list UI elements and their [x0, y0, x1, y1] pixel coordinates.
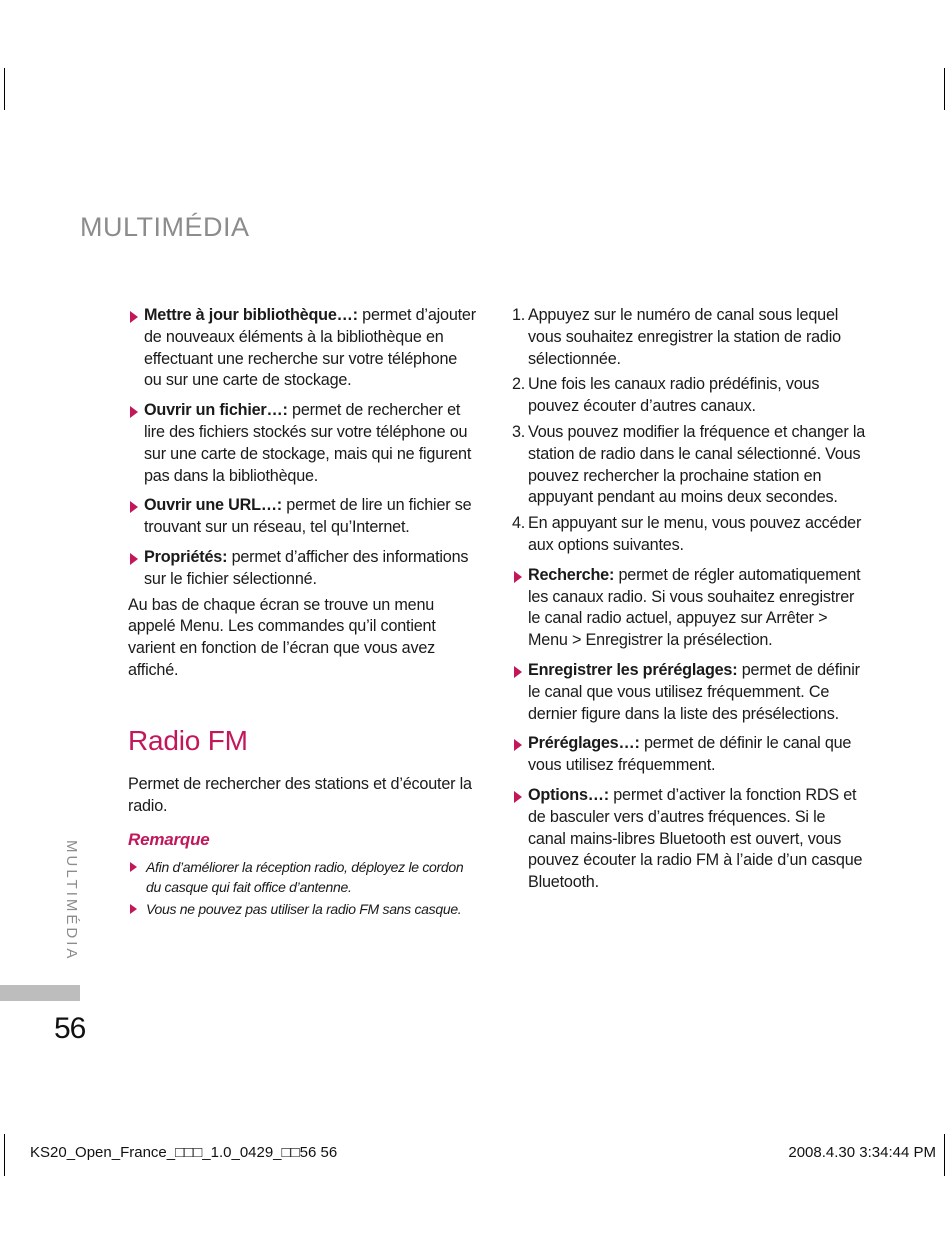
- bullet-save-presets: [512, 660, 867, 725]
- step-number: 1.: [512, 306, 526, 324]
- bullet-term: Enregistrer les préréglages:: [528, 660, 738, 679]
- crop-mark-bottom-right: [944, 1134, 945, 1176]
- bullet-presets: [512, 733, 867, 777]
- bullet-term: Préréglages…:: [528, 734, 640, 753]
- step-text: Appuyez sur le numéro de canal sous lequel vous souhaitez enregistrer la station de radio sélectionnée.: [528, 306, 841, 368]
- triangle-bullet-icon: [514, 739, 522, 751]
- triangle-bullet-icon: [514, 571, 522, 583]
- radio-fm-title: Radio FM: [128, 724, 248, 756]
- bullet-term: Ouvrir une URL…:: [144, 496, 282, 515]
- triangle-bullet-icon: [514, 791, 522, 803]
- bullet-term: Options…:: [528, 785, 609, 804]
- step-number: 3.: [512, 422, 526, 441]
- step-text: Une fois les canaux radio prédéfinis, vous pouvez écouter d’autres canaux.: [528, 375, 820, 416]
- note-text: Afin d’améliorer la réception radio, déployez le cordon du casque qui fait office d’antenne.: [146, 859, 464, 896]
- bullet-term: Recherche:: [528, 565, 615, 584]
- bullet-search: [512, 565, 867, 652]
- bullet-properties: [128, 547, 478, 591]
- page-number: 56: [54, 1012, 86, 1045]
- bullet-text: permet d’activer la fonction RDS et de basculer vers d’autres fréquences. Si le canal mains-libres Bluetooth est ouvert, vous pouvez écouter la radio FM à l’aide d’un casque Bluetooth.: [528, 785, 863, 892]
- bullet-text: permet d’afficher des informations sur le fichier sélectionné.: [144, 547, 469, 588]
- step-text: En appuyant sur le menu, vous pouvez accéder aux options suivantes.: [528, 514, 862, 554]
- triangle-bullet-icon: [130, 862, 137, 872]
- footer-timestamp: 2008.4.30 3:34:44 PM: [788, 1144, 936, 1161]
- triangle-bullet-icon: [130, 501, 138, 513]
- step-text: Vous pouvez modifier la fréquence et changer la station de radio dans le canal sélectionné. Vous pouvez rechercher la prochaine station en appuyant pendant au moins deux secondes.: [528, 422, 866, 507]
- bullet-update-library: [128, 305, 478, 392]
- footer-file-info: KS20_Open_France_□□□_1.0_0429_□□56 56: [30, 1144, 338, 1161]
- bullet-text: permet de définir le canal que vous utilisez fréquemment. Ce dernier figure dans la liste des présélections.: [528, 660, 860, 723]
- page-marker-bar: [0, 985, 80, 1001]
- note-title: Remarque: [128, 830, 210, 850]
- bullet-open-url: [128, 495, 478, 539]
- step-number: 4.: [512, 514, 526, 533]
- menu-paragraph: Au bas de chaque écran se trouve un menu appelé Menu. Les commandes qu’il contient varient en fonction de l’écran que vous avez affiché.: [128, 595, 436, 679]
- radio-intro: Permet de rechercher des stations et d’écouter la radio.: [128, 774, 472, 815]
- side-section-label: MULTIMÉDIA: [63, 840, 80, 962]
- bullet-text: permet de définir le canal que vous utilisez fréquemment.: [528, 734, 852, 775]
- note-item: [128, 899, 478, 919]
- triangle-bullet-icon: [130, 553, 138, 565]
- triangle-bullet-icon: [130, 904, 137, 914]
- crop-mark-top-left: [4, 68, 5, 110]
- bullet-text: permet d’ajouter de nouveaux éléments à la bibliothèque en effectuant une recherche sur votre téléphone ou sur une carte de stockage.: [144, 306, 476, 390]
- triangle-bullet-icon: [130, 311, 138, 323]
- bullet-text: permet de rechercher et lire des fichiers stockés sur votre téléphone ou sur une carte de stockage, mais qui ne figurent pas dans la bibliothèque.: [144, 401, 472, 485]
- triangle-bullet-icon: [514, 666, 522, 678]
- bullet-term: Ouvrir un fichier…:: [144, 401, 288, 420]
- triangle-bullet-icon: [130, 406, 138, 418]
- note-item: [128, 857, 478, 897]
- step-number: 2.: [512, 375, 526, 394]
- step-item: [512, 374, 867, 418]
- right-column: [512, 305, 867, 902]
- bullet-open-file: [128, 400, 478, 487]
- section-header: MULTIMÉDIA: [80, 212, 250, 242]
- bullet-term: Propriétés:: [144, 547, 228, 566]
- step-item: [512, 422, 867, 509]
- crop-mark-bottom-left: [4, 1134, 5, 1176]
- crop-mark-top-right: [944, 68, 945, 110]
- step-item: [512, 513, 867, 557]
- bullet-options: [512, 785, 867, 894]
- left-column: [128, 305, 478, 921]
- step-item: [512, 305, 867, 370]
- bullet-term: Mettre à jour bibliothèque…:: [144, 306, 358, 324]
- bullet-text: permet de lire un fichier se trouvant sur un réseau, tel qu’Internet.: [144, 496, 472, 537]
- note-text: Vous ne pouvez pas utiliser la radio FM sans casque.: [146, 901, 462, 918]
- bullet-text: permet de régler automatiquement les canaux radio. Si vous souhaitez enregistrer le canal radio actuel, appuyez sur Arrêter > Menu > Enregistrer la présélection.: [528, 565, 861, 650]
